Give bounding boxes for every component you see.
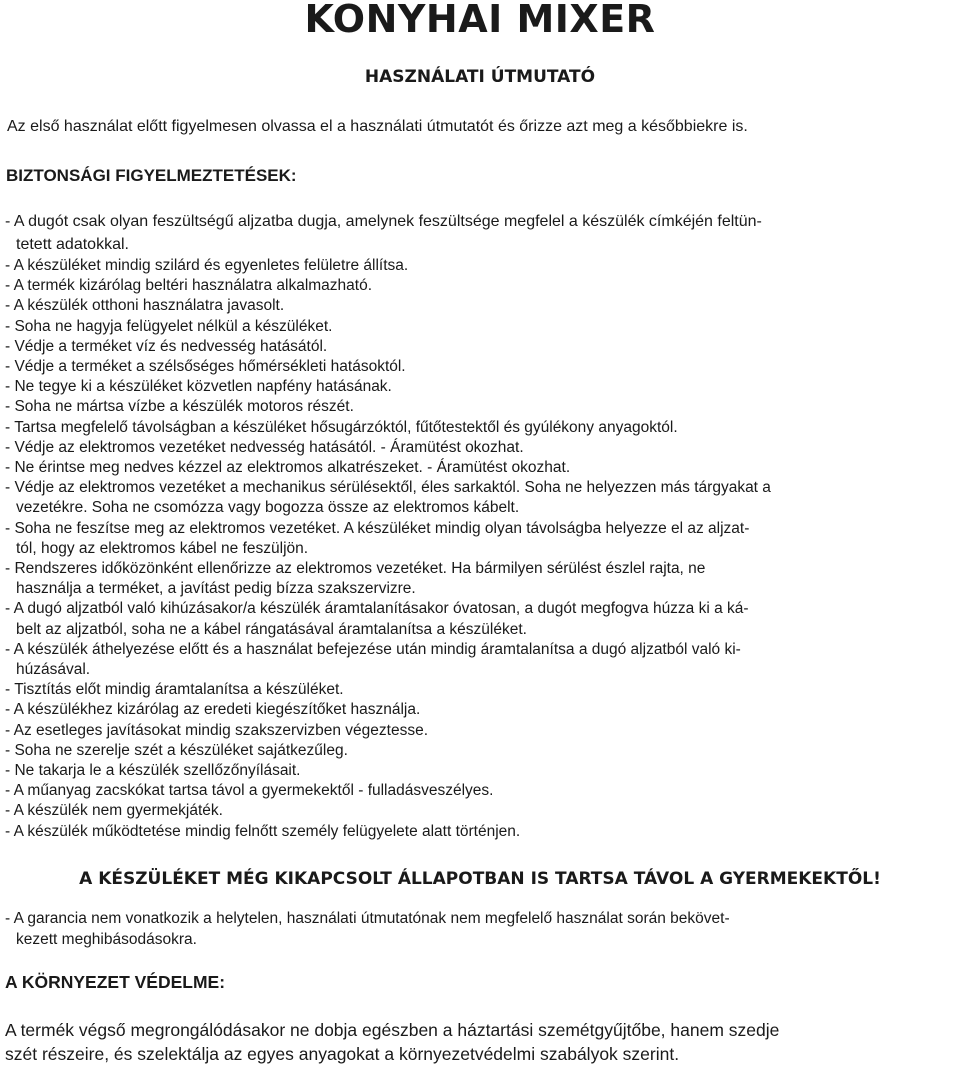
list-item: - A készülékhez kizárólag az eredeti kiegészítőket használja. [5,701,421,719]
list-item: - Ne takarja le a készülék szellőzőnyílásait. [5,762,301,780]
list-item: - Tartsa megfelelő távolságban a készüléket hősugárzóktól, fűtőtestektől és gyúlékony anyagoktól. [5,418,678,436]
list-item: - A készülék otthoni használatra javasolt. [5,297,285,315]
children-warning: A KÉSZÜLÉKET MÉG KIKAPCSOLT ÁLLAPOTBAN IS TARTSA TÁVOL A GYERMEKEKTŐL! [79,869,881,889]
list-item: - Védje az elektromos vezetéket nedvesség hatásától. - Áramütést okozhat. [5,438,524,456]
list-item: - Rendszeres időközönként ellenőrizze az elektromos vezetéket. Ha bármilyen sérülést észlel rajta, ne használja a terméket, a javítást pedig bízza szakszervizre. [5,560,706,598]
list-item: - Védje a terméket a szélsőséges hőmérsékleti hatásoktól. [5,358,406,376]
list-item: - A dugó aljzatból való kihúzásakor/a készülék áramtalanításakor óvatosan, a dugót megfogva húzza ki a ká- belt az aljzatból, soha ne a kábel rángatásával áramtalanítsa a készüléket. [5,600,749,638]
safety-heading: BIZTONSÁGI FIGYELMEZTETÉSEK: [6,166,297,185]
list-item: - Védje az elektromos vezetéket a mechanikus sérülésektől, éles sarkaktól. Soha ne helyezzen más tárgyakat a vezetékre. Soha ne csomózza vagy bogozza össze az elektromos kábelt. [5,479,771,517]
list-item: - A műanyag zacskókat tartsa távol a gyermekektől - fulladásveszélyes. [5,782,494,800]
list-item: - Ne tegye ki a készüléket közvetlen napfény hatásának. [5,378,392,396]
safety-list [5,210,955,842]
environment-text: A termék végső megrongálódásakor ne dobja egészben a háztartási szemétgyűjtőbe, hanem szedje szét részeire, és szelektálja az egyes anyagokat a környezetvédelmi szabályok szerint. [5,1020,780,1064]
page-subtitle: HASZNÁLATI ÚTMUTATÓ [364,67,596,87]
environment-heading: A KÖRNYEZET VÉDELME: [5,972,226,992]
list-item: - Védje a terméket víz és nedvesség hatásától. [5,337,328,355]
list-item: - A termék kizárólag beltéri használatra alkalmazható. [5,277,373,295]
list-item: - Az esetleges javításokat mindig szakszervizben végeztesse. [5,721,429,739]
warranty-note: - A garancia nem vonatkozik a helytelen, használati útmutatónak nem megfelelő használat során bekövet- kezett meghibásodásokra. [5,910,730,948]
list-item: - A készülék működtetése mindig felnőtt személy felügyelete alatt történjen. [5,822,521,840]
list-item: - Soha ne szerelje szét a készüléket sajátkezűleg. [5,741,348,759]
intro-text: Az első használat előtt figyelmesen olvassa el a használati útmutatót és őrizze azt meg a későbbiekre is. [7,118,748,135]
list-item: - Soha ne hagyja felügyelet nélkül a készüléket. [5,317,333,335]
page-title: KONYHAI MIXER [304,0,656,41]
list-item: - Tisztítás előt mindig áramtalanítsa a készüléket. [5,681,344,699]
list-item: - A készülék áthelyezése előtt és a használat befejezése után mindig áramtalanítsa a dugó aljzatból való ki- húzásával. [5,640,741,679]
list-item: - A készüléket mindig szilárd és egyenletes felületre állítsa. [5,257,409,274]
list-item: - A készülék nem gyermekjáték. [5,802,223,820]
list-item: - Soha ne mártsa vízbe a készülék motoros részét. [5,398,354,416]
list-item: - A dugót csak olyan feszültségű aljzatba dugja, amelynek feszültsége megfelel a készülék címkéjén feltün- tetett adatokkal. [5,213,762,253]
list-item: - Ne érintse meg nedves kézzel az elektromos alkatrészeket. - Áramütést okozhat. [5,459,571,477]
list-item: - Soha ne feszítse meg az elektromos vezetéket. A készüléket mindig olyan távolságba helyezze el az aljzat- tól, hogy az elektromos kábel ne feszüljön. [5,519,750,557]
